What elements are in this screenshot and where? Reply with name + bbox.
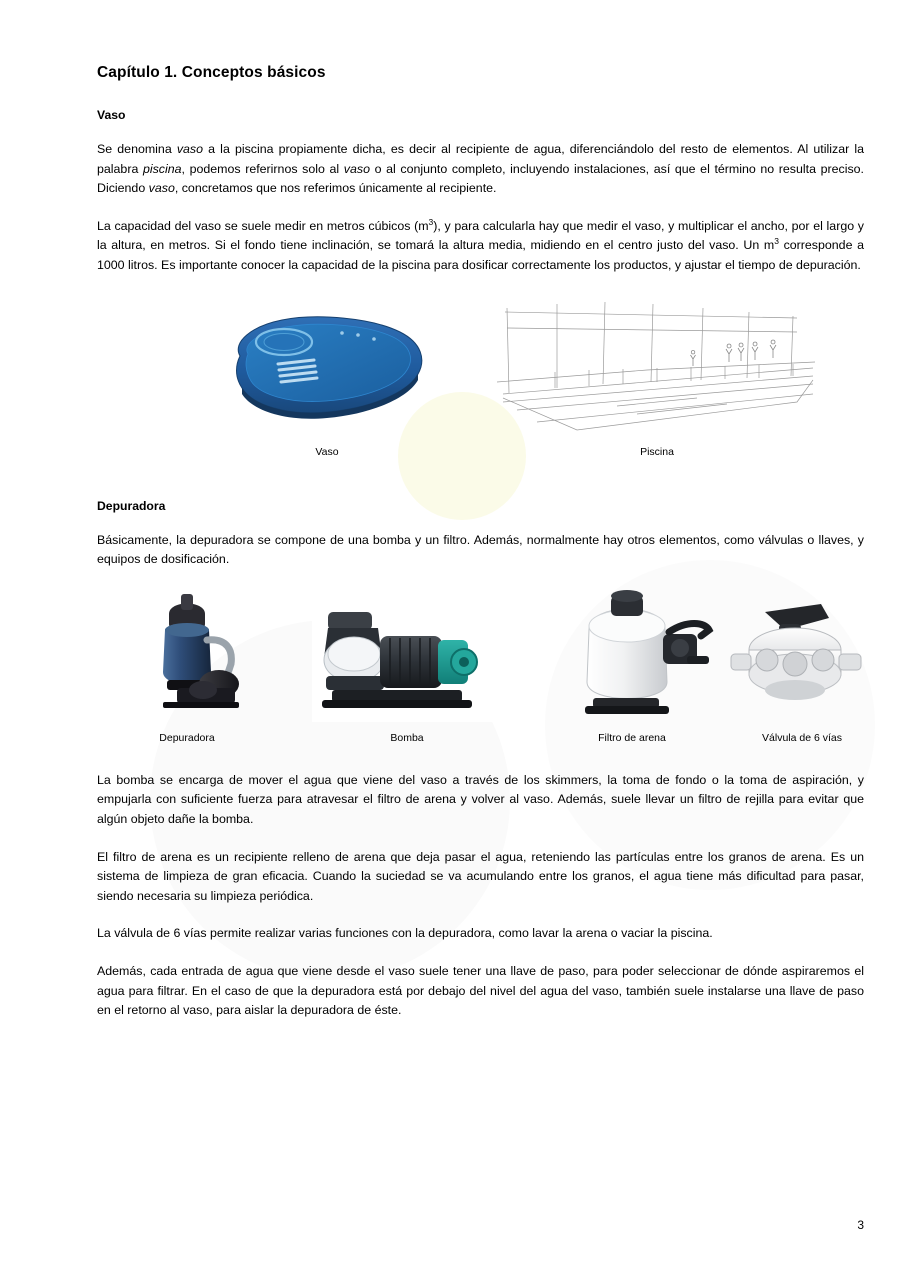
section-heading-vaso: Vaso — [97, 108, 126, 122]
figure-caption: Piscina — [640, 445, 674, 458]
paragraph-bomba: La bomba se encarga de mover el agua que viene del vaso a través de los skimmers, la toma de fondo o la toma de aspiración, y empujarla con suficiente fuerza para atravesar el filtro de arena y volver al vaso. Además, suele llevar un filtro de rejilla para evitar que algún objeto dañe la bomba. — [97, 772, 864, 826]
figure-row-equipment — [97, 584, 864, 754]
figure-caption: Vaso — [315, 445, 339, 458]
blue-pool-shell-photo — [222, 298, 432, 438]
figure-caption: Válvula de 6 vías — [762, 731, 842, 744]
page-content — [97, 0, 864, 1021]
paragraph-valvula: La válvula de 6 vías permite realizar varias funciones con la depuradora, como lavar la arena o vaciar la piscina. — [97, 926, 713, 941]
figure-row-vaso-piscina — [97, 298, 864, 473]
sand-filter-photo — [537, 586, 727, 722]
paragraph-vaso-definition: Se denomina vaso a la piscina propiamente dicha, es decir al recipiente de agua, diferenciándolo del resto de elementos. Al utilizar la palabra piscina, podemos referirnos solo al vaso o al conjunto completo, incluyendo instalaciones, así que el término no resulta preciso. Diciendo vaso, concretamos que nos referimos únicamente al recipiente. — [97, 142, 864, 196]
page-number: 3 — [857, 1218, 864, 1232]
section-heading-depuradora: Depuradora — [97, 498, 166, 513]
paragraph-llave-de-paso: Además, cada entrada de agua que viene desde el vaso suele tener una llave de paso, para poder seleccionar de dónde aspiraremos el agua para filtrar. En el caso de que la depuradora está por debajo del nivel del agua del vaso, también suele instalarse una llave de paso en el retorno al vaso, para aislar la depuradora de éste. — [97, 963, 864, 1018]
chapter-heading: Capítulo 1. Conceptos básicos — [97, 64, 326, 81]
filter-and-pump-unit-photo — [107, 584, 267, 724]
pool-terrace-line-drawing — [497, 298, 817, 438]
paragraph-depuradora-intro: Básicamente, la depuradora se compone de una bomba y un filtro. Además, normalmente hay otros elementos, como válvulas o llaves, y equipos de dosificación. — [97, 532, 864, 567]
six-way-valve-photo — [725, 598, 875, 722]
figure-caption: Bomba — [390, 731, 424, 744]
paragraph-vaso-capacity: La capacidad del vaso se suele medir en metros cúbicos $(m^3)$, y para calcularla hay que medir el vaso, y multiplicar el ancho, por el largo y la altura, en metros. Si el fondo tiene inclinación, se tomará la altura media, midiendo en el centro justo del vaso. Un $m^3$ corresponde a 1000 litros. Es importante conocer la capacidad de la piscina para dosificar correctamente los productos, y ajustar el tiempo de depuración. — [97, 216, 864, 272]
figure-caption: Filtro de arena — [598, 731, 666, 744]
paragraph-filtro-arena: El filtro de arena es un recipiente relleno de arena que deja pasar el agua, reteniendo las partículas entre los granos de arena. Es un sistema de limpieza de gran eficacia. Cuando la suciedad se va acumulando entre los granos, el agua tiene más dificultad para pasar, siendo necesaria su limpieza periódica. — [97, 849, 864, 903]
pool-pump-photo — [312, 590, 502, 722]
figure-caption: Depuradora — [159, 731, 215, 744]
